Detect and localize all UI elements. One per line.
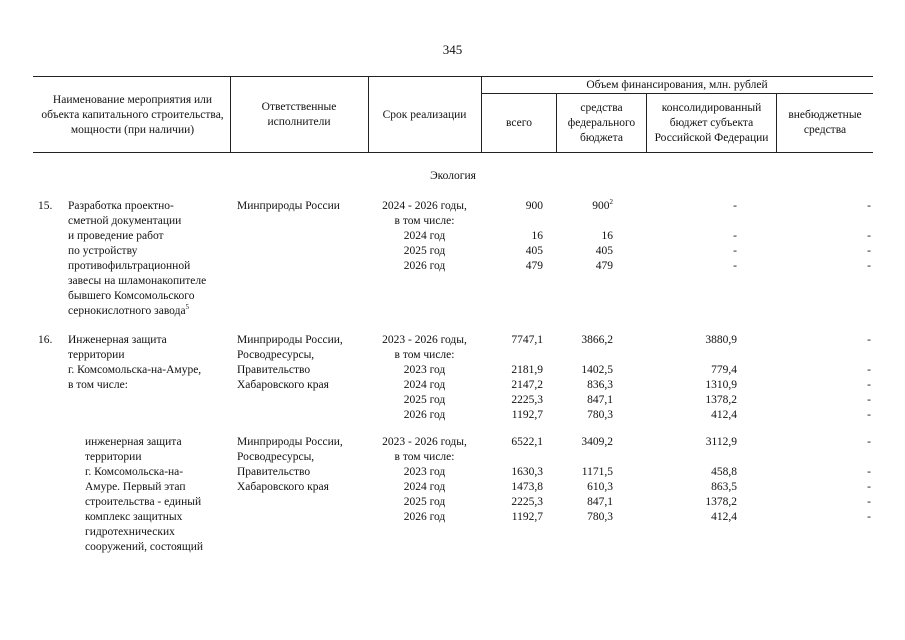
cell-total: 2225,3 <box>511 496 543 508</box>
cell-regional: 779,4 <box>711 364 737 376</box>
row-number: 15. <box>38 200 53 212</box>
cell-federal: 405 <box>595 245 613 257</box>
row-period-line: в том числе: <box>394 215 455 227</box>
header-name-col: Наименование мероприятия или объекта капитального строительства, мощности (при наличии) <box>41 93 224 136</box>
row-name-line: Инженерная защита <box>68 334 167 346</box>
row-period-line: 2023 - 2026 годы, <box>382 436 467 448</box>
cell-regional: 863,5 <box>711 481 737 493</box>
cell-total <box>482 214 543 229</box>
row-responsible <box>237 333 365 393</box>
cell-regional: 1310,9 <box>705 379 737 391</box>
cell-federal: 479 <box>595 260 613 272</box>
cell-offbudget: - <box>867 496 871 508</box>
row-regional <box>647 199 737 274</box>
header-bottom-rule <box>33 152 873 153</box>
row-responsible-line: Правительство <box>237 466 311 478</box>
row-total <box>482 199 543 274</box>
cell-federal: 836,3 <box>587 379 613 391</box>
cell-total: 16 <box>531 230 543 242</box>
cell-regional: 3112,9 <box>705 436 737 448</box>
cell-federal: 780,3 <box>587 511 613 523</box>
row-period-line: в том числе: <box>394 451 455 463</box>
footnote-mark: 5 <box>185 303 190 312</box>
row-period-line: 2025 год <box>403 245 446 257</box>
row-responsible <box>237 199 365 214</box>
row-regional <box>647 435 737 525</box>
section-title: Экология <box>430 170 476 182</box>
cell-total: 6522,1 <box>511 436 543 448</box>
footnote-mark: 2 <box>609 198 613 207</box>
row-federal <box>557 333 613 423</box>
cell-regional <box>647 348 737 363</box>
cell-federal: $900^2$ <box>592 198 613 212</box>
row-responsible-line: Правительство <box>237 364 311 376</box>
row-name-line: строительства - единый <box>85 496 202 508</box>
cell-offbudget: - <box>867 481 871 493</box>
header-federal-col: средства федерального бюджета <box>567 101 636 144</box>
cell-total: 479 <box>525 260 543 272</box>
row-total <box>482 435 543 525</box>
cell-total <box>482 348 543 363</box>
cell-total: 1192,7 <box>511 511 543 523</box>
cell-total: 7747,1 <box>511 334 543 346</box>
row-federal <box>557 199 613 274</box>
cell-federal: 3409,2 <box>581 436 613 448</box>
cell-offbudget: - <box>867 230 871 242</box>
row-period-line: 2026 год <box>403 260 446 272</box>
cell-offbudget <box>777 348 871 363</box>
cell-federal <box>557 214 613 229</box>
row-period-line: 2023 год <box>403 364 446 376</box>
cell-total: 2181,9 <box>511 364 543 376</box>
cell-regional: 458,8 <box>711 466 737 478</box>
cell-total <box>482 450 543 465</box>
cell-federal: 610,3 <box>587 481 613 493</box>
row-name <box>68 333 228 393</box>
row-period-line: 2023 год <box>403 466 446 478</box>
cell-regional: - <box>733 230 737 242</box>
row-responsible-line: Хабаровского края <box>237 379 329 391</box>
row-period-line: 2025 год <box>403 394 446 406</box>
row-name-line: сметной документации <box>68 215 182 227</box>
cell-regional: 412,4 <box>711 409 737 421</box>
cell-total: 1630,3 <box>511 466 543 478</box>
cell-offbudget: - <box>867 436 871 448</box>
row-name-line: г. Комсомольска-на-Амуре, <box>68 364 202 376</box>
row-name-line: инженерная защита <box>85 436 182 448</box>
row-responsible-line: Минприроды России, <box>237 334 343 346</box>
row-name-line: сернокислотного завода$^5$ <box>68 303 190 317</box>
row-responsible-line: Росводресурсы, <box>237 349 315 361</box>
row-period-line: 2025 год <box>403 496 446 508</box>
cell-regional: - <box>733 245 737 257</box>
cell-total: 2147,2 <box>511 379 543 391</box>
cell-offbudget: - <box>867 379 871 391</box>
cell-offbudget <box>777 214 871 229</box>
row-name-line: сооружений, состоящий <box>85 541 204 553</box>
cell-total: 1473,8 <box>511 481 543 493</box>
row-period-line: 2024 - 2026 годы, <box>382 200 467 212</box>
cell-offbudget: - <box>867 245 871 257</box>
cell-offbudget: - <box>867 260 871 272</box>
row-offbudget <box>777 333 871 423</box>
row-period <box>368 199 481 274</box>
cell-offbudget: - <box>867 466 871 478</box>
row-period-line: 2024 год <box>403 379 446 391</box>
cell-total: 2225,3 <box>511 394 543 406</box>
cell-federal: 3866,2 <box>581 334 613 346</box>
row-name-line: противофильтрационной <box>68 260 191 272</box>
row-name-line: территории <box>68 349 125 361</box>
row-responsible <box>237 435 365 495</box>
page-number: 345 <box>442 42 463 57</box>
row-name <box>85 435 245 555</box>
col-divider <box>230 76 231 152</box>
header-period-col: Срок реализации <box>382 108 467 121</box>
cell-offbudget: - <box>867 200 871 212</box>
cell-offbudget: - <box>867 394 871 406</box>
cell-regional <box>647 214 737 229</box>
cell-offbudget <box>777 450 871 465</box>
cell-regional: 412,4 <box>711 511 737 523</box>
cell-regional: - <box>733 200 737 212</box>
cell-federal <box>557 450 613 465</box>
header-total-col: всего <box>506 116 532 129</box>
row-name-line: завесы на шламонакопителе <box>68 275 207 287</box>
cell-total: 900 <box>525 200 543 212</box>
cell-regional <box>647 450 737 465</box>
row-period-line: 2024 год <box>403 481 446 493</box>
row-federal <box>557 435 613 525</box>
header-offbudget-col: внебюджетные средства <box>788 109 862 136</box>
cell-offbudget: - <box>867 334 871 346</box>
header-regional-col: консолидированный бюджет субъекта Российской Федерации <box>654 101 769 144</box>
header-responsible-col: Ответственные исполнители <box>261 101 337 128</box>
cell-regional: 1378,2 <box>705 496 737 508</box>
row-responsible-line: Минприроды России, <box>237 436 343 448</box>
row-offbudget <box>777 199 871 274</box>
row-name-line: Амуре. Первый этап <box>85 481 186 493</box>
cell-regional: - <box>733 260 737 272</box>
row-name-line: Разработка проектно- <box>68 200 174 212</box>
cell-total: 1192,7 <box>511 409 543 421</box>
row-period-line: в том числе: <box>394 349 455 361</box>
row-total <box>482 333 543 423</box>
cell-federal: 847,1 <box>587 496 613 508</box>
col-divider <box>368 76 369 152</box>
row-regional <box>647 333 737 423</box>
cell-federal <box>557 348 613 363</box>
row-name-line: по устройству <box>68 245 138 257</box>
cell-regional: 1378,2 <box>705 394 737 406</box>
row-offbudget <box>777 435 871 525</box>
row-responsible-line: Росводресурсы, <box>237 451 315 463</box>
row-name-line: гидротехнических <box>85 526 175 538</box>
cell-offbudget: - <box>867 409 871 421</box>
row-name <box>68 199 228 319</box>
row-period-line: 2026 год <box>403 511 446 523</box>
row-name-line: г. Комсомольска-на- <box>85 466 184 478</box>
cell-total: 405 <box>525 245 543 257</box>
row-responsible-line: Минприроды России <box>237 200 340 212</box>
cell-federal: 1402,5 <box>581 364 613 376</box>
cell-offbudget: - <box>867 511 871 523</box>
row-name-line: комплекс защитных <box>85 511 183 523</box>
row-number: 16. <box>38 334 53 346</box>
row-name-line: бывшего Комсомольского <box>68 290 195 302</box>
cell-federal: 847,1 <box>587 394 613 406</box>
row-period <box>368 333 481 423</box>
row-name-line: в том числе: <box>68 379 128 391</box>
cell-regional: 3880,9 <box>705 334 737 346</box>
cell-offbudget: - <box>867 364 871 376</box>
cell-federal: 1171,5 <box>581 466 613 478</box>
row-name-line: и проведение работ <box>68 230 164 242</box>
header-funding-group: Объем финансирования, млн. рублей <box>586 78 768 91</box>
cell-federal: 780,3 <box>587 409 613 421</box>
cell-federal: 16 <box>601 230 613 242</box>
row-responsible-line: Хабаровского края <box>237 481 329 493</box>
row-period-line: 2023 - 2026 годы, <box>382 334 467 346</box>
row-period-line: 2026 год <box>403 409 446 421</box>
row-period <box>368 435 481 525</box>
row-name-line: территории <box>85 451 142 463</box>
row-period-line: 2024 год <box>403 230 446 242</box>
